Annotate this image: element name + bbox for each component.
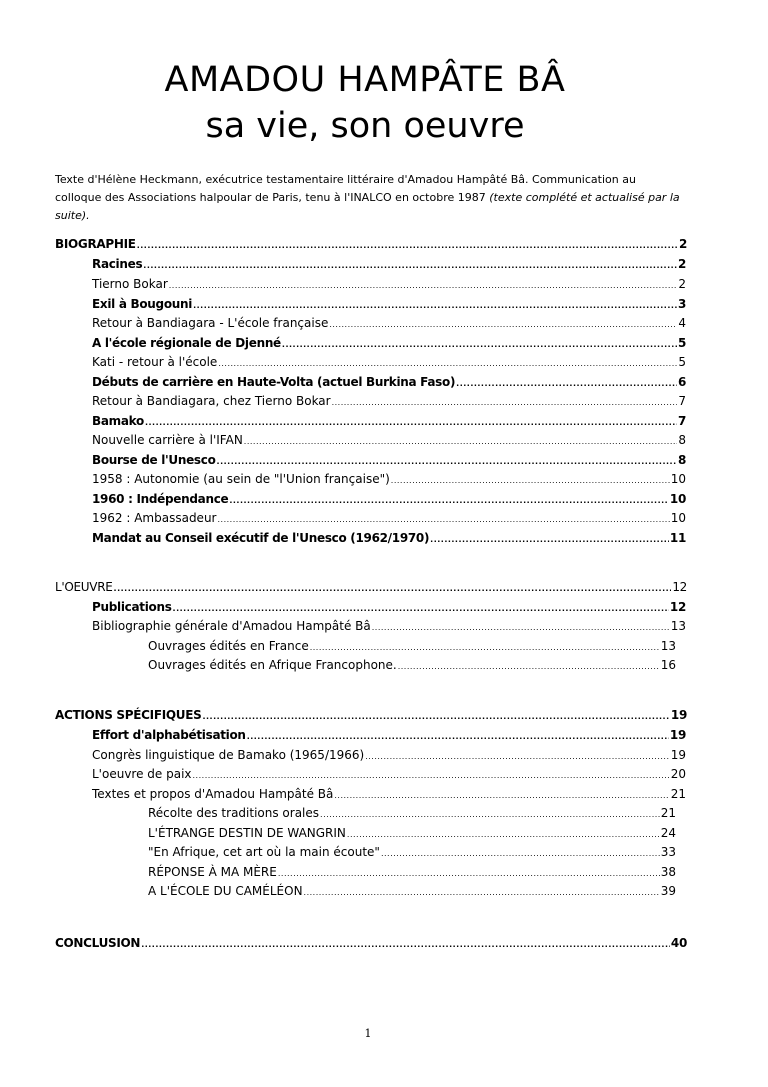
toc-entry-retour-tierno[interactable] [92, 393, 686, 409]
intro-paragraph [55, 171, 685, 225]
toc-leader [218, 354, 677, 372]
toc-page: 8 [678, 433, 686, 447]
toc-leader [278, 864, 660, 882]
toc-entry-1958[interactable] [92, 471, 686, 487]
toc-entry-traditions-orales[interactable] [148, 805, 676, 821]
toc-entry-wangrin[interactable] [148, 825, 676, 841]
toc-entry-title: Nouvelle carrière à l'IFAN [92, 433, 243, 447]
toc-entry-title: A L'ÉCOLE DU CAMÉLÉON [148, 884, 303, 898]
toc-leader [347, 825, 660, 843]
toc-leader [320, 805, 660, 823]
toc-page: 2 [677, 257, 686, 271]
toc-entry-debuts-carriere[interactable] [92, 374, 686, 390]
toc-entry-exil-bougouni[interactable] [92, 296, 686, 312]
toc-page: 7 [678, 394, 686, 408]
toc-page: 10 [670, 511, 686, 525]
toc-page: 2 [678, 237, 687, 251]
toc-entry-title: Mandat au Conseil exécutif de l'Unesco (1962/1970) [92, 531, 430, 545]
toc-entry-title: Ouvrages édités en France [148, 639, 309, 653]
toc-entry-publications[interactable] [92, 599, 686, 615]
toc-entry-ecole-djenne[interactable] [92, 335, 686, 351]
toc-entry-reponse-mere[interactable] [148, 864, 676, 880]
toc-entry-title: Kati - retour à l'école [92, 355, 218, 369]
toc-leader [282, 335, 677, 353]
toc-entry-title: Tierno Bokar [92, 277, 168, 291]
subtitle-text: sa vie, son oeuvre [205, 106, 525, 146]
toc-entry-title: Congrès linguistique de Bamako (1965/1966) [92, 748, 365, 762]
toc-page: 19 [670, 748, 686, 762]
toc-leader [141, 935, 670, 953]
toc-entry-title: ACTIONS SPÉCIFIQUES [55, 708, 202, 722]
toc-entry-tierno-bokar[interactable] [92, 276, 686, 292]
toc-page: 33 [660, 845, 676, 859]
toc-entry-title: 1958 : Autonomie (au sein de "l'Union française") [92, 472, 390, 486]
toc-leader [217, 510, 669, 528]
toc-leader [391, 471, 670, 489]
toc-entry-title: Débuts de carrière en Haute-Volta (actuel Burkina Faso) [92, 375, 456, 389]
toc-leader [137, 236, 678, 254]
toc-page: 38 [660, 865, 676, 879]
toc-entry-title: Publications [92, 600, 172, 614]
toc-leader [114, 579, 672, 597]
toc-leader [169, 276, 678, 294]
toc-leader [145, 413, 677, 431]
toc-leader [173, 599, 669, 617]
toc-leader [202, 707, 669, 725]
intro-italic: (texte complété et actualisé par la suite). [55, 191, 680, 222]
toc-entry-textes-propos[interactable] [92, 786, 686, 802]
toc-leader [398, 657, 660, 675]
toc-entry-ouvrages-afrique[interactable] [148, 657, 676, 673]
toc-entry-ifan[interactable] [92, 432, 686, 448]
toc-entry-title: RÉPONSE À MA MÈRE [148, 865, 277, 879]
toc-entry-title: A l'école régionale de Djenné [92, 336, 281, 350]
toc-entry-title: Récolte des traditions orales [148, 806, 320, 820]
toc-entry-mandat-unesco[interactable] [92, 530, 686, 546]
toc-page: 13 [670, 619, 686, 633]
toc-page: 8 [677, 453, 686, 467]
toc-entry-title: L'oeuvre de paix [92, 767, 192, 781]
toc-page: 21 [670, 787, 686, 801]
toc-leader [193, 296, 677, 314]
toc-entry-title: Racines [92, 257, 143, 271]
page-number: 1 [364, 1027, 372, 1040]
toc-page: 12 [672, 580, 687, 594]
toc-leader [332, 393, 678, 411]
toc-entry-title: Effort d'alphabétisation [92, 728, 246, 742]
toc-entry-1962[interactable] [92, 510, 686, 526]
toc-page: 19 [670, 708, 687, 722]
document-title: AMADOU HAMPÂTE BÂ [164, 60, 566, 100]
toc-page: 7 [677, 414, 686, 428]
toc-entry-congres[interactable] [92, 747, 686, 763]
toc-page: 10 [669, 492, 686, 506]
toc-leader [381, 844, 660, 862]
document-subtitle [0, 104, 730, 148]
toc-page: 5 [678, 355, 686, 369]
toc-leader [310, 638, 660, 656]
toc-entry-title: Retour à Bandiagara, chez Tierno Bokar [92, 394, 331, 408]
toc-entry-alphabetisation[interactable] [92, 727, 686, 743]
toc-page: 6 [677, 375, 686, 389]
intro-text: Texte d'Hélène Heckmann, exécutrice testamentaire littéraire d'Amadou Hampâté Bâ. Communication au colloque des Associations halpoular de Paris, tenu à l'INALCO en octobre 1987 [55, 173, 636, 204]
toc-entry-ouvrages-france[interactable] [148, 638, 676, 654]
toc-leader [329, 315, 677, 333]
toc-leader [229, 491, 669, 509]
toc-entry-biographie[interactable] [55, 236, 687, 252]
toc-leader [244, 432, 678, 450]
toc-leader [193, 766, 670, 784]
toc-page: 16 [660, 658, 676, 672]
toc-leader [143, 256, 677, 274]
toc-page: 4 [678, 316, 686, 330]
toc-page: 13 [660, 639, 676, 653]
toc-page: 11 [669, 531, 686, 545]
toc-entry-title: BIOGRAPHIE [55, 237, 136, 251]
toc-page: 24 [660, 826, 676, 840]
toc-entry-bamako[interactable] [92, 413, 686, 429]
toc-page: 3 [677, 297, 686, 311]
toc-page: 12 [669, 600, 686, 614]
toc-entry-title: Textes et propos d'Amadou Hampâté Bâ [92, 787, 334, 801]
toc-leader [372, 618, 670, 636]
toc-entry-conclusion[interactable] [55, 935, 687, 951]
toc-entry-title: "En Afrique, cet art où la main écoute" [148, 845, 380, 859]
toc-leader [217, 452, 677, 470]
toc-entry-title: Bourse de l'Unesco [92, 453, 216, 467]
toc-entry-title: L'OEUVRE [55, 580, 113, 594]
toc-entry-racines[interactable] [92, 256, 686, 272]
toc-entry-bibliographie[interactable] [92, 618, 686, 634]
toc-page: 40 [670, 936, 687, 950]
toc-entry-title: Bibliographie générale d'Amadou Hampâté Bâ [92, 619, 371, 633]
toc-entry-actions[interactable] [55, 707, 687, 723]
toc-entry-cameleon[interactable] [148, 883, 676, 899]
toc-leader [304, 883, 660, 901]
toc-entry-title: Exil à Bougouni [92, 297, 193, 311]
toc-entry-oeuvre-paix[interactable] [92, 766, 686, 782]
toc-page: 2 [678, 277, 686, 291]
toc-leader [430, 530, 669, 548]
toc-entry-kati[interactable] [92, 354, 686, 370]
toc-entry-1960[interactable] [92, 491, 686, 507]
toc-entry-title: Ouvrages édités en Afrique Francophone. [148, 658, 397, 672]
toc-leader [365, 747, 670, 765]
toc-page: 39 [660, 884, 676, 898]
toc-entry-oeuvre[interactable] [55, 579, 687, 595]
toc-entry-retour-bandiagara[interactable] [92, 315, 686, 331]
toc-page: 10 [670, 472, 686, 486]
toc-page: 21 [660, 806, 676, 820]
toc-page: 5 [677, 336, 686, 350]
toc-entry-title: Retour à Bandiagara - L'école française [92, 316, 329, 330]
toc-page: 20 [670, 767, 686, 781]
toc-entry-title: CONCLUSION [55, 936, 141, 950]
toc-entry-title: 1960 : Indépendance [92, 492, 229, 506]
toc-entry-title: 1962 : Ambassadeur [92, 511, 217, 525]
toc-leader [334, 786, 669, 804]
toc-page: 19 [669, 728, 686, 742]
toc-entry-bourse-unesco[interactable] [92, 452, 686, 468]
toc-entry-main-ecoute[interactable] [148, 844, 676, 860]
toc-entry-title: Bamako [92, 414, 144, 428]
toc-entry-title: L'ÉTRANGE DESTIN DE WANGRIN [148, 826, 346, 840]
toc-leader [247, 727, 669, 745]
toc-leader [456, 374, 677, 392]
